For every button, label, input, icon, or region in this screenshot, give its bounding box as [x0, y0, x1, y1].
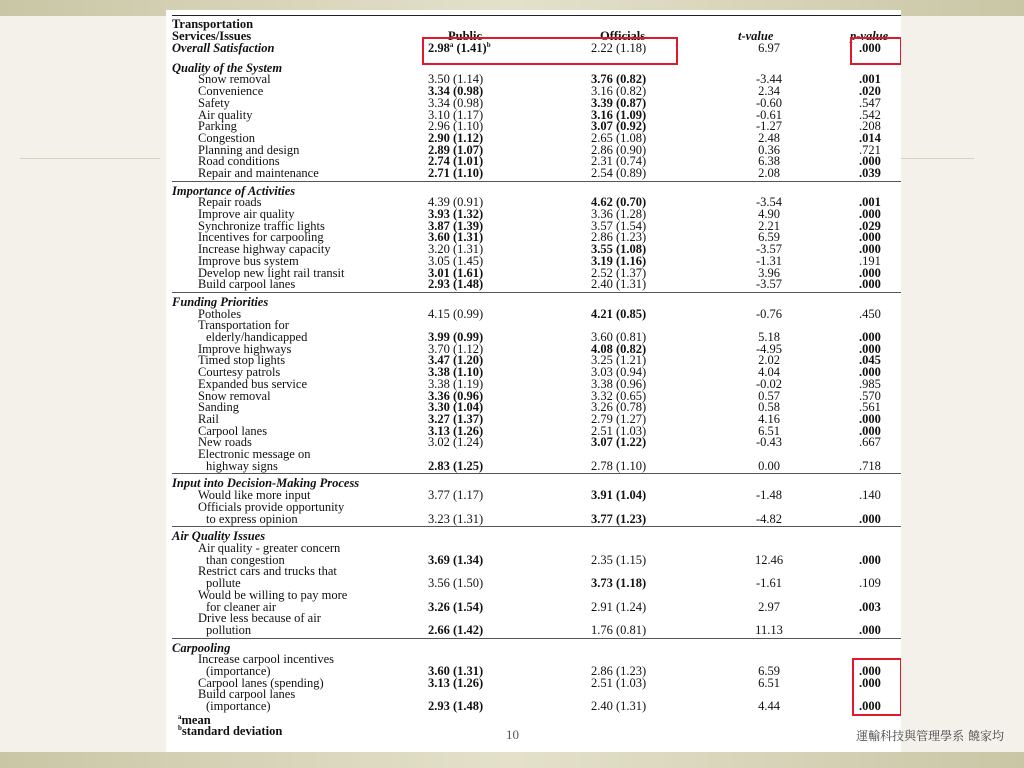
public-value: 3.56 (1.50) [428, 576, 484, 590]
table-top-rule [172, 15, 901, 16]
p-value: .140 [859, 488, 881, 502]
footnote-text: standard deviation [181, 724, 283, 738]
officials-value: 3.16 (0.82) [591, 84, 647, 98]
header-officials: Officials [600, 29, 646, 43]
table-image [166, 10, 901, 760]
row-label-cont: to express opinion [206, 512, 298, 526]
public-value: 3.99 (0.99) [428, 330, 484, 344]
row-label: Snow removal [198, 389, 271, 403]
section-title: Quality of the System [172, 61, 283, 75]
section-title: Input into Decision-Making Process [172, 476, 360, 490]
public-value: 3.13 (1.26) [428, 676, 484, 690]
officials-value: 3.39 (0.87) [591, 96, 647, 110]
row-label: Sanding [198, 400, 239, 414]
public-sd: (1.41) [456, 41, 487, 55]
officials-value: 4.08 (0.82) [591, 342, 647, 356]
t-value: 6.97 [758, 41, 780, 55]
p-value: .721 [859, 143, 881, 157]
row-label: New roads [198, 435, 252, 449]
p-value: .000 [859, 207, 881, 221]
public-value: 3.93 (1.32) [428, 207, 484, 221]
section-divider [172, 638, 901, 639]
row-label: Overall Satisfaction [172, 41, 275, 55]
credit-text: 運輸科技與管理學系 饒家均 [856, 729, 1004, 743]
footnote-marker-b: b [486, 40, 491, 49]
row-label: Safety [198, 96, 230, 110]
slide-number: 10 [506, 727, 519, 742]
officials-value: 3.38 (0.96) [591, 377, 647, 391]
officials-value: 3.32 (0.65) [591, 389, 647, 403]
p-value: .718 [859, 459, 881, 473]
row-label: Improve highways [198, 342, 292, 356]
public-value: 3.13 (1.26) [428, 424, 484, 438]
t-value: -0.02 [755, 377, 783, 391]
public-value: 3.26 (1.54) [428, 600, 484, 614]
header-label-line2: Services/Issues [172, 29, 252, 43]
public-value: 2.66 (1.42) [428, 623, 484, 637]
row-label-cont: highway signs [206, 459, 278, 473]
public-value: 2.90 (1.12) [428, 131, 484, 145]
t-value: 3.96 [758, 266, 780, 280]
t-value: 2.02 [758, 353, 780, 367]
public-value: 3.27 (1.37) [428, 412, 484, 426]
officials-value: 2.40 (1.31) [591, 277, 647, 291]
row-label-cont: pollute [206, 576, 241, 590]
t-value: 6.51 [758, 424, 780, 438]
public-value: 3.87 (1.39) [428, 219, 484, 233]
t-value: 2.21 [758, 219, 780, 233]
row-label: Would be willing to pay more [198, 588, 348, 602]
public-value: 3.34 (0.98) [428, 96, 484, 110]
t-value: 4.16 [758, 412, 780, 426]
section-divider [172, 292, 901, 293]
t-value: 4.90 [758, 207, 780, 221]
t-value: -4.82 [755, 512, 783, 526]
t-value: -0.61 [755, 108, 783, 122]
row-label: Expanded bus service [198, 377, 307, 391]
section-divider [172, 526, 901, 527]
t-value: 0.00 [758, 459, 780, 473]
p-value: .208 [859, 119, 881, 133]
row-label: Convenience [198, 84, 264, 98]
row-label: Potholes [198, 307, 242, 321]
officials-value: 2.78 (1.10) [591, 459, 647, 473]
t-value: -3.44 [755, 72, 783, 86]
t-value: 2.34 [758, 84, 780, 98]
public-value: 3.69 (1.34) [428, 553, 484, 567]
row-label: Build carpool lanes [198, 687, 296, 701]
t-value: 4.04 [758, 365, 780, 379]
public-value: 4.15 (0.99) [428, 307, 484, 321]
public-value: 3.70 (1.12) [428, 342, 484, 356]
public-value: 3.02 (1.24) [428, 435, 484, 449]
public-value: 3.10 (1.17) [428, 108, 484, 122]
row-label: Repair roads [198, 195, 262, 209]
officials-value: 2.86 (1.23) [591, 664, 647, 678]
public-value: 2.93 (1.48) [428, 699, 484, 713]
header-t-value: t-value [738, 29, 774, 43]
public-value: 2.83 (1.25) [428, 459, 484, 473]
officials-value: 4.62 (0.70) [591, 195, 647, 209]
public-value: 3.30 (1.04) [428, 400, 484, 414]
p-value: .000 [859, 41, 881, 55]
section-title: Air Quality Issues [172, 529, 266, 543]
t-value: 2.97 [758, 600, 780, 614]
row-label: Air quality [198, 108, 253, 122]
highlight-carpool-pvalues [852, 658, 901, 716]
public-value: 4.39 (0.91) [428, 195, 484, 209]
p-value: .000 [859, 365, 881, 379]
public-value: 2.93 (1.48) [428, 277, 484, 291]
row-label: Parking [198, 119, 237, 133]
p-value: .000 [859, 424, 881, 438]
t-value: -0.43 [755, 435, 783, 449]
officials-value: 2.51 (1.03) [591, 676, 647, 690]
p-value: .000 [859, 242, 881, 256]
officials-value: 3.36 (1.28) [591, 207, 647, 221]
t-value: -3.57 [755, 242, 783, 256]
officials-value: 3.77 (1.23) [591, 512, 647, 526]
p-value: .570 [859, 389, 881, 403]
t-value: 0.57 [758, 389, 780, 403]
officials-value: 3.60 (0.81) [591, 330, 647, 344]
t-value: 5.18 [758, 330, 780, 344]
highlight-overall-pvalue [850, 37, 901, 65]
t-value: 0.36 [758, 143, 780, 157]
t-value: -3.57 [755, 277, 783, 291]
row-label: Courtesy patrols [198, 365, 281, 379]
p-value: .029 [859, 219, 881, 233]
p-value: .542 [859, 108, 881, 122]
section-divider [172, 473, 901, 474]
footnote-marker: a [178, 712, 182, 721]
row-label-cont: (importance) [206, 699, 271, 713]
officials-value: 2.54 (0.89) [591, 166, 647, 180]
t-value: 0.58 [758, 400, 780, 414]
row-label-cont: than congestion [206, 553, 285, 567]
t-value: 2.48 [758, 131, 780, 145]
p-value: .001 [859, 72, 881, 86]
p-value: .109 [859, 576, 881, 590]
p-value: .000 [859, 230, 881, 244]
p-value: .000 [859, 664, 881, 678]
p-value: .191 [859, 254, 881, 268]
row-label: Congestion [198, 131, 255, 145]
p-value: .001 [859, 195, 881, 209]
officials-value: 2.35 (1.15) [591, 553, 647, 567]
row-label-cont: (importance) [206, 664, 271, 678]
officials-value: 2.31 (0.74) [591, 154, 647, 168]
footnote-text: mean [181, 713, 211, 727]
t-value: 4.44 [758, 699, 780, 713]
section-title: Carpooling [172, 641, 231, 655]
p-value: .020 [859, 84, 881, 98]
officials-value: 3.07 (0.92) [591, 119, 647, 133]
row-label: Officials provide opportunity [198, 500, 345, 514]
p-value: .000 [859, 412, 881, 426]
t-value: -1.31 [755, 254, 783, 268]
t-value: 6.59 [758, 664, 780, 678]
bottom-decor-band [0, 752, 1024, 768]
public-value: 3.05 (1.45) [428, 254, 484, 268]
footnote [178, 725, 282, 737]
officials-value: 2.91 (1.24) [591, 600, 647, 614]
row-label: Timed stop lights [198, 353, 286, 367]
p-value: .003 [859, 600, 881, 614]
p-value: .000 [859, 266, 881, 280]
t-value: -0.76 [755, 307, 783, 321]
t-value: 6.38 [758, 154, 780, 168]
officials-value: 3.73 (1.18) [591, 576, 647, 590]
p-value: .000 [859, 699, 881, 713]
t-value: -4.95 [755, 342, 783, 356]
public-value: 3.50 (1.14) [428, 72, 484, 86]
t-value: 6.51 [758, 676, 780, 690]
p-value: .039 [859, 166, 881, 180]
header-label-line1: Transportation [172, 17, 254, 31]
row-label-cont: pollution [206, 623, 252, 637]
t-value: 6.59 [758, 230, 780, 244]
header-p-value: p-value [850, 29, 889, 43]
p-value: .450 [859, 307, 881, 321]
public-value: 2.71 (1.10) [428, 166, 484, 180]
row-label: Increase highway capacity [198, 242, 331, 256]
public-value: 3.01 (1.61) [428, 266, 484, 280]
t-value: -1.48 [755, 488, 783, 502]
officials-value: 2.79 (1.27) [591, 412, 647, 426]
row-label: Carpool lanes [198, 424, 268, 438]
t-value: 2.08 [758, 166, 780, 180]
officials-value: 3.55 (1.08) [591, 242, 647, 256]
p-value: .667 [859, 435, 881, 449]
public-value: 3.38 (1.10) [428, 365, 484, 379]
public-value: 3.60 (1.31) [428, 664, 484, 678]
officials-value: 3.03 (0.94) [591, 365, 647, 379]
public-value: 3.77 (1.17) [428, 488, 484, 502]
section-divider [172, 181, 901, 182]
t-value: 12.46 [754, 553, 784, 567]
officials-value: 1.76 (0.81) [591, 623, 647, 637]
public-value: 3.47 (1.20) [428, 353, 484, 367]
officials-value: 3.91 (1.04) [591, 488, 647, 502]
footnote-marker: b [178, 723, 182, 732]
row-label: Road conditions [198, 154, 280, 168]
public-value: 3.23 (1.31) [428, 512, 484, 526]
p-value: .561 [859, 400, 881, 414]
p-value: .000 [859, 277, 881, 291]
p-value: .000 [859, 553, 881, 567]
p-value: .000 [859, 330, 881, 344]
highlight-overall-values [422, 37, 678, 65]
officials-value: 2.86 (0.90) [591, 143, 647, 157]
section-title: Importance of Activities [172, 184, 296, 198]
row-label-cont: elderly/handicapped [206, 330, 308, 344]
public-value: 3.36 (0.96) [428, 389, 484, 403]
t-value: -1.61 [755, 576, 783, 590]
officials-value: 4.21 (0.85) [591, 307, 647, 321]
public-value: 2.74 (1.01) [428, 154, 484, 168]
officials-value: 2.51 (1.03) [591, 424, 647, 438]
header-public: Public [448, 29, 483, 43]
officials-value: 3.76 (0.82) [591, 72, 647, 86]
public-value: 2.89 (1.07) [428, 143, 484, 157]
row-label: Electronic message on [198, 447, 311, 461]
row-label: Develop new light rail transit [198, 266, 345, 280]
officials-value: 3.07 (1.22) [591, 435, 647, 449]
t-value: -3.54 [755, 195, 783, 209]
officials-value: 2.40 (1.31) [591, 699, 647, 713]
section-title: Funding Priorities [172, 295, 269, 309]
officials-value: 2.86 (1.23) [591, 230, 647, 244]
row-label: Improve bus system [198, 254, 299, 268]
row-label-cont: for cleaner air [206, 600, 277, 614]
row-label: Repair and maintenance [198, 166, 319, 180]
decor-line-left [20, 158, 160, 159]
public-value: 3.20 (1.31) [428, 242, 484, 256]
t-value: 11.13 [755, 623, 783, 637]
p-value: .547 [859, 96, 881, 110]
footnote-marker-a: a [449, 40, 454, 49]
p-value: .014 [859, 131, 881, 145]
p-value: .985 [859, 377, 881, 391]
p-value: .000 [859, 512, 881, 526]
officials-value: 3.16 (1.09) [591, 108, 647, 122]
p-value: .045 [859, 353, 881, 367]
p-value: .000 [859, 342, 881, 356]
row-label: Snow removal [198, 72, 271, 86]
row-label: Incentives for carpooling [198, 230, 324, 244]
t-value: -1.27 [755, 119, 783, 133]
row-label: Planning and design [198, 143, 300, 157]
public-value: 3.60 (1.31) [428, 230, 484, 244]
row-label: Would like more input [198, 488, 311, 502]
officials-value: 3.26 (0.78) [591, 400, 647, 414]
public-mean: 2.98 [428, 41, 450, 55]
row-label: Drive less because of air [198, 611, 321, 625]
row-label: Increase carpool incentives [198, 652, 335, 666]
row-label: Transportation for [198, 318, 289, 332]
officials-value: 3.19 (1.16) [591, 254, 647, 268]
p-value: .000 [859, 676, 881, 690]
row-label: Air quality - greater concern [198, 541, 341, 555]
row-label: Rail [198, 412, 219, 426]
officials-value: 2.22 (1.18) [591, 41, 647, 55]
p-value: .000 [859, 154, 881, 168]
p-value: .000 [859, 623, 881, 637]
public-value: 3.34 (0.98) [428, 84, 484, 98]
officials-value: 3.57 (1.54) [591, 219, 647, 233]
row-label: Synchronize traffic lights [198, 219, 325, 233]
public-value: 2.96 (1.10) [428, 119, 484, 133]
officials-value: 2.65 (1.08) [591, 131, 647, 145]
row-label: Build carpool lanes [198, 277, 296, 291]
public-value: 3.38 (1.19) [428, 377, 484, 391]
officials-value: 2.52 (1.37) [591, 266, 647, 280]
row-label: Improve air quality [198, 207, 295, 221]
officials-value: 3.25 (1.21) [591, 353, 647, 367]
row-label: Restrict cars and trucks that [198, 564, 337, 578]
row-label: Carpool lanes (spending) [198, 676, 324, 690]
t-value: -0.60 [755, 96, 783, 110]
